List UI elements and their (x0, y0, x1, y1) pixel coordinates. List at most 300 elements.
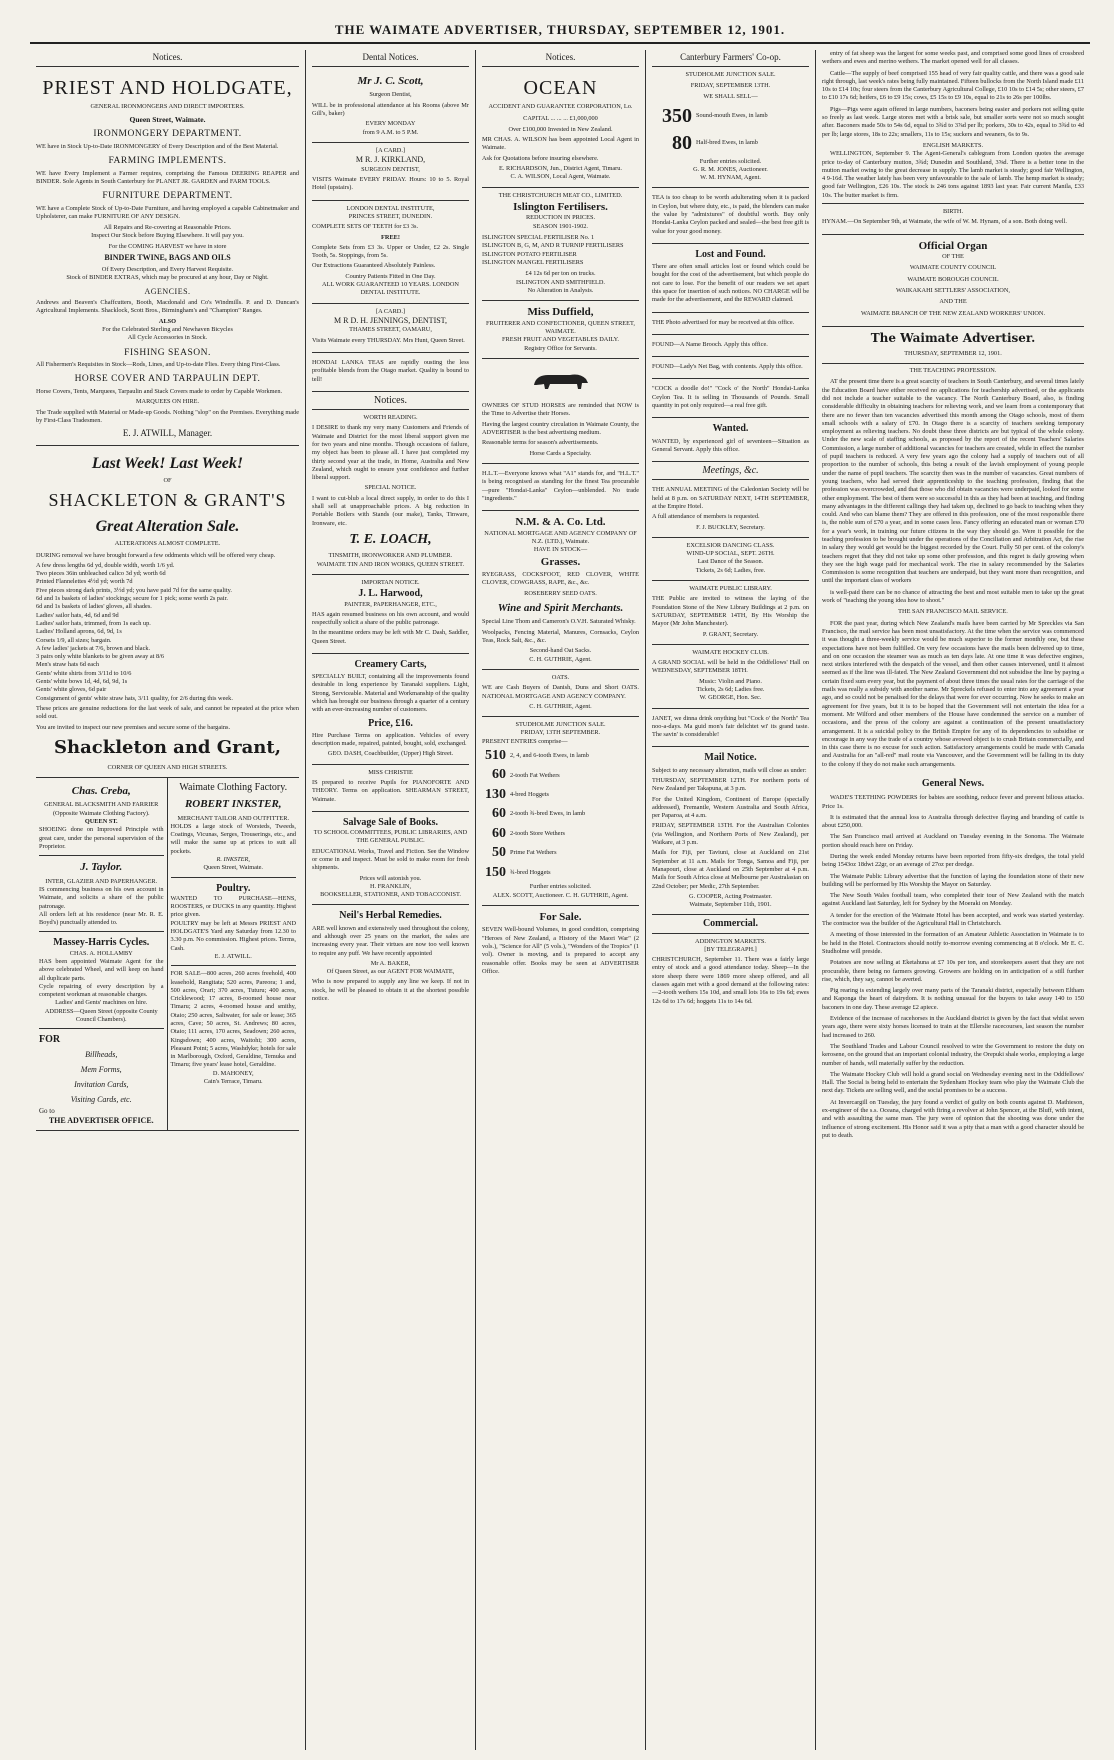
tea-ad-2 (652, 188, 809, 243)
news-item: During the week ended Monday returns have been reported from fifty-six dredges, the total yield being 1543oz 18dwt 22gr, or an average of 27oz per dredge. (822, 852, 1084, 869)
english-markets-text: WELLINGTON, September 9. The Agent-General's cablegram from London quotes the average price to-day of Canterbury mutton, 3¾d; Dunedin and Southland, 3⅝d. There is a better tone in the mutton market owing to the great decrease in supply. The lamb market is steady; good fair Wellington, 4 9-16d. The weather lately has been very unfavourable to the sale of lamb. The hemp market is steady; good fair Wellington, £26 10s. The stock is 246 tons against 1893 last year. Fair current Manila, £33 10s. The butter market is firm. (822, 150, 1084, 199)
also-label: ALSO (158, 317, 177, 325)
caledonian-text: THE ANNUAL MEETING of the Caledonian Society will be held at 8 p.m. on SATURDAY NEXT, 14TH SEPTEMBER, at the Empire Hotel. (652, 486, 809, 510)
scott-guthrie-sign: ALEX. SCOTT, Auctioneer. C. H. GUTHRIE, Agent. (492, 891, 629, 899)
price-text: Hire Purchase Terms on application. Vehicles of every description made, repaired, painted, bought, sold, exchanged. (312, 731, 469, 748)
firm-address: Queen Street, Waimate. (129, 114, 206, 124)
ldi-address: PRINCES STREET, DUNEDIN. (348, 212, 433, 220)
mail-notice (652, 747, 809, 915)
sale-item: Gents' white bows 1d, 4d, 6d, 9d, 1s (36, 678, 128, 686)
wilson-text: MR CHAS. A. WILSON has been appointed Local Agent in Waimate. (482, 136, 639, 152)
circulation-text: Having the largest country circulation in Waimate County, the ADVERTISER is the best advertising medium. (482, 420, 639, 437)
excelsior-ad (652, 538, 809, 581)
marquees-line: MARQUEES ON HIRE. (135, 398, 200, 406)
creba-name: Chas. Creba, (71, 784, 131, 797)
agencies-heading: AGENCIES. (144, 286, 191, 296)
fertiliser-price: £4 12s 6d per ton on trucks. (525, 270, 596, 278)
found-2: FOUND—Lady's Net Bag, with contents. Apply this office. (652, 363, 803, 371)
caledonian-ad (652, 480, 809, 537)
creamery-text: SPECIALLY BUILT, containing all the improvements found desirable in long experience by Taranaki suppliers. Light, Strong, Serviceable. Material and Workmanship of the quality which has brought our business through a quarter of a century with an ever-increasing number of customers. (312, 673, 469, 714)
analysis-line: No Alteration in Analysis. (527, 286, 594, 294)
sale-item: 6d and 1s baskets of ladies' stockings; secure for 1 pick; some worth 2s pair. (36, 595, 228, 603)
market-report-continued (822, 50, 1084, 200)
loach-ad (312, 410, 469, 575)
harwood-name: J. L. Harwood, (358, 588, 423, 600)
excelsior-tickets: Tickets, 2s 6d; Ladies, free. (695, 566, 766, 574)
masthead: THE WAIMATE ADVERTISER, THURSDAY, SEPTEMBER 12, 1901. (334, 22, 786, 37)
stock-description: Sound-mouth Ewes, in lamb (696, 111, 768, 119)
card-label: [A CARD.] (375, 146, 406, 154)
stock-description: 2, 4, and 6-tooth Ewes, in lamb (510, 752, 589, 760)
mahoney-sign: D. MAHONEY, (212, 1069, 254, 1077)
inkster-address: Queen Street, Waimate. (203, 864, 264, 872)
salvage-text: EDUCATIONAL Works, Travel and Fiction. See the Window or come in and inspect. Must be sold to make room for fresh shipments. (312, 847, 469, 872)
stock-description: 2-tooth Fat Wethers (510, 771, 560, 779)
neil-ad (312, 905, 469, 1010)
mail-text: Subject to any necessary alteration, mails will close as under: (652, 766, 807, 774)
sale-item: Gents' white gloves, 6d pair (36, 686, 107, 694)
cycle-accessories: All Cycle Accessories in Stock. (127, 334, 208, 342)
furniture-repairs: All Repairs and Re-covering at Reasonable Prices. (103, 223, 232, 231)
tea-text-2: TEA is too cheap to be worth adulterating when it is packed in Ceylon, but where duty, etc., is paid, the blenders can make the value by "admixtures" of doubtful worth. Buy only Hondai-Lanka Ceylon packed and sealed—the best free gift is value for your good money. (652, 194, 809, 235)
manager-signature: E. J. ATWILL, Manager. (122, 428, 213, 439)
firm-name: PRIEST AND HOLDGATE, (42, 76, 293, 99)
duffield-fresh: FRESH FRUIT AND VEGETABLES DAILY. (502, 336, 619, 344)
wanted-ad (652, 418, 809, 462)
bicycles-line: For the Celebrated Sterling and Newhaven Bicycles (102, 326, 233, 333)
county-council: WAIMATE COUNTY COUNCIL (909, 264, 997, 272)
stock-count: 60 (492, 825, 506, 841)
column-5 (816, 50, 1090, 1750)
kirkland-name: M R. J. KIRKLAND, (355, 155, 426, 165)
print-item: Invitation Cards, (74, 1079, 129, 1089)
news-item: Pig rearing is extending largely over many parts of the Taranaki district, especially between Eltham and Kaponga the heart of dairydom. It is nothing unusual for the buyers to take away 140 to 150 baconers in one day. These average £2 apiece. (822, 987, 1084, 1011)
ldi-sets: COMPLETE SETS OF TEETH for £3 3s. (312, 223, 419, 231)
franklin-ad (312, 812, 469, 906)
forsale-heading: For Sale. (539, 910, 582, 923)
sf-heading: THE SAN FRANCISCO MAIL SERVICE. (898, 608, 1008, 616)
news-item: The Waimate Public Library advertise that the function of laying the foundation stone of their new building will be performed by His Worship the Mayor on Saturday. (822, 872, 1084, 888)
last-dance: Last Dance of the Season. (697, 558, 764, 566)
christie-text: IS prepared to receive Pupils for PIANOFORTE AND THEORY. Terms on application. SHEARMAN STREET, Waimate. (312, 779, 469, 803)
inkster-sign: R. INKSTER, (216, 856, 250, 864)
harwood-sub: PAINTER, PAPERHANGER, ETC., (344, 600, 437, 608)
studholme-heading: STUDHOLME JUNCTION SALE. (515, 721, 606, 729)
hollamby-machines: Ladies' and Gents' machines on hire. (55, 999, 148, 1007)
section-header: Notices. (36, 50, 299, 67)
sale-item: Ladies' sailor hats, 4d, 6d and 9d (36, 611, 119, 619)
newspaper-columns (30, 50, 1090, 1750)
section-header: Canterbury Farmers' Co-op. (652, 50, 809, 67)
fertiliser-item: ISLINGTON MANGEL FERTILISERS (482, 258, 584, 266)
further-entries: Further entries solicited. (529, 883, 592, 891)
stock-description: Prime Fat Wethers (510, 849, 557, 857)
column-4 (646, 50, 816, 1750)
cock-text: "COCK a doodle do!" "Cock o' the North" Hondai-Lanka Ceylon Tea. It is selling in Thousands of Pounds. Small quantity in pot only required—a real free gift. (652, 385, 809, 410)
wine-heading: Wine and Spirit Merchants. (497, 601, 624, 614)
jennings-ad (312, 304, 469, 353)
found-brooch (652, 335, 809, 357)
stock-description: Half-bred Ewes, in lamb (696, 139, 758, 147)
scott-sub: Surgeon Dentist, (369, 91, 412, 99)
windup-line: WIND-UP SOCIAL, SEPT. 26TH. (686, 550, 775, 558)
dash-ad (312, 654, 469, 765)
tea-text: HONDAI LANKA TEAS are rapidly ousting the less profitable blends from the Otago market. Quality is bound to tell! (312, 359, 469, 383)
split-ads (36, 778, 299, 1131)
workers-union: WAIMATE BRANCH OF THE NEW ZEALAND WORKERS' UNION. (860, 309, 1046, 317)
stock-row (482, 825, 639, 843)
duffield-ad (482, 301, 639, 359)
taylor-name: J. Taylor. (80, 861, 123, 874)
grant-sign: P. GRANT, Secretary. (702, 630, 759, 638)
franklin-sub: BOOKSELLER, STATIONER, AND TOBACCONIST. (320, 891, 461, 899)
sg-corner: CORNER OF QUEEN AND HIGH STREETS. (107, 763, 228, 771)
islington-ad (482, 188, 639, 301)
sale-item: Consignment of gents' white straw hats, 3/11 quality, for 2/6 during this week. (36, 694, 233, 702)
duffield-registry: Registry Office for Servants. (524, 344, 597, 352)
inkster-sub: MERCHANT TAILOR AND OUTFITTER. (177, 814, 290, 822)
binder-sub: Of Every Description, and Every Harvest Requisite. (101, 265, 234, 273)
during-text: DURING removal we have brought forward a few oddments which will be offered very cheap. (36, 551, 276, 559)
photo-notice (652, 313, 809, 335)
season-line: SEASON 1901-1902. (533, 222, 588, 230)
sale-item: Two pieces 36in unbleached calico 3d yd; worth 6d (36, 570, 166, 578)
stud-text: OWNERS OF STUD HORSES are reminded that NOW is the Time to Advertise their Horses. (482, 402, 639, 418)
notices-header: Notices. (312, 392, 469, 410)
alterations-line: ALTERATIONS ALMOST COMPLETE. (114, 540, 221, 548)
column-3 (476, 50, 646, 1750)
farming-heading: FARMING IMPLEMENTS. (108, 156, 227, 167)
entries-line: PRESENT ENTRIES comprise— (482, 737, 568, 745)
stock-count: 350 (662, 104, 692, 127)
poultry-sign: E. J. ATWILL. (214, 952, 252, 960)
hockey-heading: WAIMATE HOCKEY CLUB. (692, 648, 769, 656)
scott-name: Mr J. C. Scott, (357, 74, 424, 87)
general-news-heading: General News. (921, 778, 985, 790)
baker-text-2: Who is now prepared to supply any line we keep. If not in stock, he will be pleased to obtain it at the shortest possible notice. (312, 978, 469, 1003)
news-item: The Southland Trades and Labour Council resolved to wire the Government to restore the duty on kerosene, on the ground that an important colonial industry, the Orepuki shale works, employing a large number of hands, will materially suffer by the reduction. (822, 1042, 1084, 1067)
lost-found-text: There are often small articles lost or found which could be bought for the cost of the advertisement, but which people do not care to lose. For the benefit of our readers we set apart this space for insertion of such notices. NO CHARGE will be made for the advertisement, and the REWARD claimed. (652, 263, 809, 304)
special-text: I want to cut-blub a local direct supply, in order to do this I shall sell at unapproachable prices. A big reduction in Portable Boilers with Stands (our make), Tanks, Tinware, Ironware, etc. (312, 494, 469, 527)
furniture-heading: FURNITURE DEPARTMENT. (102, 191, 233, 202)
sale-items-list (36, 562, 299, 703)
cfc-sale-ad (652, 67, 809, 189)
mail-4: Mails for Fiji, per Taviuni, close at Auckland on 21st September at 11 a.m. Mails for Tonga, Samoa and Fiji, per Manapouri, close at Auckland on 25th September at 4 p.m. Mails for South Africa close at Melbourne per Australasian on 22nd October; per Medic, 27th September. (652, 849, 809, 890)
comm-continued: entry of fat sheep was the largest for some weeks past, and comprised some good lines of crossbred wethers and ewes and merino wethers. The market opened well for all classes. (822, 50, 1084, 66)
taylor-sub: INTER, GLAZIER AND PAPERHANGER. (45, 877, 158, 885)
fertiliser-list (482, 234, 639, 267)
stock-description: 4-bred Hoggets (510, 791, 549, 798)
printing-list (39, 1047, 164, 1108)
ocean-ask: Ask for Quotations before insuring elsewhere. (482, 154, 599, 162)
ironmongery-text: WE have in Stock Up-to-Date IRONMONGERY of Every Description and of the Best Material. (36, 142, 279, 150)
hollamby-address: ADDRESS—Queen Street (opposite County Council Chambers). (44, 1007, 158, 1024)
hockey-tickets: Tickets, 2s 6d; Ladies free. (696, 685, 765, 693)
teaching-heading: THE TEACHING PROFESSION. (909, 367, 997, 375)
poultry-heading: Poultry. (216, 882, 251, 894)
goto-label: Go to (39, 1107, 55, 1116)
last-week-banner: Last Week! Last Week! (91, 455, 244, 473)
sale-item: Ladies' Holland aprons, 6d, 9d, 1s (36, 628, 122, 636)
scott-hours: from 9 A.M. to 5 P.M. (362, 128, 419, 136)
furniture-text: WE have a Complete Stock of Up-to-Date Furniture, and having employed a capable Cabinetmaker and Upholsterer, can make FURNITURE OF ANY DESIGN. (36, 204, 299, 221)
sg-sale-title: Great Alteration Sale. (95, 518, 240, 536)
secondhand-sacks: Second-hand Oat Sacks. (529, 647, 592, 655)
guthrie-sign-2: C. H. GUTHRIE, Agent. (529, 702, 592, 710)
loach-address: WAIMATE TIN AND IRON WORKS, QUEEN STREET. (316, 560, 465, 568)
inkster-text: HOLDS a large stock of Worsteds, Tweeds, Coatings, Vicunas, Serges, Trouserings, etc., and will make the same up at prices to suit all pockets. (170, 822, 296, 855)
books-forsale-ad (482, 906, 639, 983)
creamery-heading: Creamery Carts, (354, 658, 427, 670)
sale-item: Five pieces strong dark prints, 3½d yd; you have paid 7d for the same quality. (36, 586, 232, 594)
jennings-name: M R D. H. JENNINGS, DENTIST, (334, 315, 447, 325)
stock-row (652, 103, 809, 129)
stock-count: 150 (485, 864, 506, 880)
hynam-sign: W. M. HYNAM, Agent. (700, 174, 761, 182)
mail-2: For the United Kingdom, Continent of Europe (specially addressed), Fremantle, Western Australia and South Africa, per Paparoa, at 4 a.m. (652, 795, 809, 820)
creba-street: QUEEN ST. (84, 817, 118, 825)
kirkland-ad (312, 143, 469, 201)
stock-entries (482, 747, 639, 882)
commercial-header: Commercial. (652, 915, 809, 933)
hockey-text: A GRAND SOCIAL will be held in the Oddfellows' Hall on WEDNESDAY, SEPTEMBER 18TH. (652, 659, 809, 675)
sale-item: Printed Flannelettes 4½d yd; worth 7d (36, 578, 133, 586)
fertiliser-item: ISLINGTON POTATO FERTILISER (482, 250, 577, 258)
birth-heading: BIRTH. (942, 208, 964, 216)
massey-harris-heading: Massey-Harris Cycles. (53, 937, 150, 949)
invited-text: You are invited to inspect our new premises and secure some of the bargains. (36, 723, 231, 731)
news-item: The New South Wales football team, who completed their tour of New Zealand with the match against Auckland last Saturday, left for Sydney by the Moeraki on Monday. (822, 892, 1084, 908)
janet-ad (652, 709, 809, 748)
ldi-name: LONDON DENTAL INSTITUTE, (346, 204, 435, 212)
duffield-name: Miss Duffield, (527, 306, 594, 319)
mail-3: FRIDAY, SEPTEMBER 13TH. For the Australian Colonies (via Wellington, and Northern Ports of New Zealand), per Waikare, at 3 p.m. (652, 822, 809, 847)
horse-cards: Horse Cards a Specialty. (529, 449, 592, 457)
harwood-ad (312, 575, 469, 654)
kirkland-sub: SURGEON DENTIST, (361, 165, 420, 173)
pigs-text: Pigs—Pigs were again offered in large numbers, baconers being easier and porkers not selling quite so freely as last week. Large stores met with a brisk sale, but smaller sorts were not so much sought after. Baconers made 50s to 54s 6d, equal to 3¾d to 3⅞d per lb; porkers, 30s to 42s, equal to 3¾d to 4d per lb; large stores, 18s to 22s; smallers, 11s to 15s; suckers and weaners, 6s to 9s. (822, 105, 1084, 138)
ocean-sub: ACCIDENT AND GUARANTEE CORPORATION, Lo. (488, 103, 633, 111)
duffield-sub: FRUITERER AND CONFECTIONER, QUEEN STREET, WAIMATE. (486, 319, 635, 335)
jones-sign: G. R. M. JONES, Auctioneer. (693, 165, 768, 173)
card-label-2: [A CARD.] (375, 307, 406, 315)
agencies-text: Andrews and Beaven's Chaffcutters, Booth, Macdonald and Co's Windmills. P. and D. Duncan's Agricultural Implements. Shacklock, Scott Bros., Birmingham's and "Champion" Ranges. (36, 299, 299, 315)
important-heading: IMPORTAN NOTICE. (361, 579, 420, 587)
meat-co: THE CHRISTCHURCH MEAT CO., LIMITED. (498, 191, 623, 199)
print-item: Visiting Cards, etc. (70, 1095, 132, 1105)
editorial (822, 367, 1084, 1140)
section-header: Dental Notices. (312, 50, 469, 67)
baker-text: Of Queen Street, as our AGENT FOR WAIMATE, (326, 968, 455, 976)
print-item: Billheads, (85, 1049, 118, 1059)
fertiliser-item: ISLINGTON B, G, M, AND R TURNIP FERTILISERS (482, 242, 624, 250)
creba-sub: GENERAL BLACKSMITH AND FARRIER (44, 801, 159, 809)
hockey-ad (652, 645, 809, 709)
studholme-date: FRIDAY, 13TH SEPTEMBER. (520, 729, 601, 737)
islington-heading: Islington Fertilisers. (513, 200, 608, 213)
creba-text: SHOEING done on Improved Principle with great care, under the personal supervision of the Proprietor. (39, 826, 164, 850)
print-item: Mem Forms, (80, 1064, 122, 1074)
waikakahi-association: WAIKAKAHI SETTLERS' ASSOCIATION, (896, 287, 1010, 295)
sale-item: Men's straw hats 6d each (36, 661, 100, 669)
ocean-ad (482, 67, 639, 188)
loach-sub: TINSMITH, IRONWORKER AND PLUMBER. (328, 552, 453, 560)
news-item: It is estimated that the annual loss to Australia through defective flaying and branding of cattle is about £250,000. (822, 813, 1084, 830)
scott-ad (312, 67, 469, 143)
photo-text: THE Photo advertised for may be received at this office. (652, 318, 795, 326)
ldi-gas: Our Extractions Guaranteed Absolutely Painless. (312, 262, 436, 270)
dash-sign: GEO. DASH, Coachbuilder, (Upper) High Street. (327, 750, 454, 758)
roseberry-line: ROSEBERRY SEED OATS. (524, 589, 597, 597)
wanted-text: WANTED, by experienced girl of seventeen—Situation as General Servant. Apply this office. (652, 437, 809, 453)
sale-item: Corsets 1/9, all sizes; bargain. (36, 636, 112, 644)
hlt-text: H.L.T.—Everyone knows what "A1" stands for, and "H.L.T." is being recognised as standing for the finest Tea procurable—pure "Hondai-Lanka" Ceylon—unblended. No trade "ingredients." (482, 469, 639, 502)
hollamby-name: CHAS. A. HOLLAMBY (69, 949, 133, 957)
sale-item: Gents' white shirts from 3/11d to 10/6 (36, 669, 132, 677)
land-forsale-text: FOR SALE—800 acres, 260 acres freehold, 400 leasehold, Rangitata; 520 acres, Pareora; 1 and, 500 acres, Orari; 370 acres, Tuturu; 400 acres, Cricklewood; 17 acres, 8-roomed house near Timaru; 2 acres, 4-roomed house and smithy, Otaio; 250 acres, Saltwater, for sale or lease; 365 acres, Cave; 50 acres, St. Andrews; 80 acres, Otaio; 111 acres, 170 acres, Seadown; 260 acres, Kingsdown; 400 acres, Waitohi; 300 acres, Pleasant Point; 5 acres, Washdyke; hotels for sale in Marlborough, Oxford, Geraldine, Temuka and Timaru; five years' lease hotel, Geraldine. (170, 970, 296, 1069)
mail-heading: Mail Notice. (704, 752, 757, 764)
ldi-country: Country Patients Fitted in One Day. (345, 272, 436, 280)
firm-sub: GENERAL IRONMONGERS AND DIRECT IMPORTERS. (90, 103, 245, 111)
paper-title-box (822, 327, 1084, 364)
telegraph-label: [BY TELEGRAPH.] (704, 945, 757, 953)
ldi-free-text: Complete Sets from £3 3s. Upper or Under, £2 2s. Single Tooth, 5s. Stoppings, from 5s. (312, 243, 469, 260)
nma-sub: NATIONAL MORTGAGE AND AGENCY COMPANY OF N.Z. (LTD.), Waimate. (484, 529, 637, 545)
and-the-label: AND THE (939, 298, 967, 306)
lost-found-ad (652, 244, 809, 313)
have-in-stock: HAVE IN STOCK— (533, 546, 588, 554)
oats-text: WE are Cash Buyers of Danish, Duns and Short OATS. NATIONAL MORTGAGE AND AGENCY COMPANY. (482, 684, 639, 700)
hockey-music: Music: Violin and Piano. (699, 677, 762, 685)
library-text: THE Public are invited to witness the laying of the Foundation Stone of the New Library Buildings at 2 p.m. on SATURDAY, SEPTEMBER 14TH, By His Worship the Mayor (Mr John Manchester). (652, 595, 809, 628)
found-bag (652, 357, 809, 379)
stock-row (652, 130, 809, 156)
stud-horse-ad (482, 359, 639, 464)
wilson-sign: C. A. WILSON, Local Agent, Waimate. (510, 173, 611, 181)
franklin-name: H. FRANKLIN, (369, 882, 412, 890)
cfc-sale-heading: STUDHOLME JUNCTION SALE. (685, 70, 776, 78)
news-item: Potatoes are now selling at Eketahuna at £7 10s per ton, and storekeepers assert that they are not procurable, there being no farmers growing. Growers are holding on in anticipation of a still further rise, which, they say, cannot be averted. (822, 959, 1084, 983)
baker-name: Mr A. BAKER, (370, 959, 411, 967)
official-organ-box (822, 235, 1084, 327)
library-heading: WAIMATE PUBLIC LIBRARY. (689, 585, 772, 593)
woolpacks-text: Woolpacks, Fencing Material, Manures, Cornsacks, Ceylon Teas, Rock Salt, &c., &c. (482, 628, 639, 645)
ocean-capital: CAPITAL ... ... ... £1,000,000 (523, 114, 598, 122)
stock-row (482, 844, 639, 862)
scott-text: WILL be in professional attendance at his Rooms (above Mr Gill's, baker) (312, 101, 469, 117)
english-markets-heading: ENGLISH MARKETS. (922, 141, 984, 149)
tea-ad (312, 353, 469, 392)
shackleton-grant-ad (36, 446, 299, 778)
found-1: FOUND—A Name Brooch. Apply this office. (652, 340, 768, 348)
news-item: A meeting of those interested in the formation of an Amateur Athletic Association in Waimate is to be held in the Hotel. Contractors should notify to-morrow evening commencing at 8 o'clock. Mr E. C. Studholme will preside. (822, 931, 1084, 955)
birth-notice (822, 203, 1084, 235)
news-item: The Waimate Hockey Club will hold a grand social on Wednesday evening next in the Oddfellows' Hall. The Social is being held to entertain the Sydenham Hockey team who play the Waimate Club the next day. Tickets are selling well, and the social promises to be a success. (822, 1070, 1084, 1095)
reasonable-text: Reasonable terms for season's advertisements. (482, 439, 599, 447)
sg-signature: Shackleton and Grant, (54, 736, 281, 758)
sale-item: 6d and 1s baskets of ladies' gloves, all shades. (36, 603, 152, 611)
lost-found-heading: Lost and Found. (695, 248, 766, 260)
furniture-inspect: Inspect Our Stock before Buying Elsewhere. It will pay you. (91, 231, 244, 239)
wanted-heading: Wanted. (712, 423, 749, 435)
special-heading: SPECIAL NOTICE. (364, 484, 417, 492)
paper-title: The Waimate Advertiser. (870, 330, 1036, 345)
stock-row (482, 747, 639, 765)
stock-row (482, 805, 639, 823)
clothing-factory-heading: Waimate Clothing Factory. (179, 781, 288, 793)
books-text: SEVEN Well-bound Volumes, in good condition, comprising "Heroes of New Zealand, a History of the Maori War" (2 vols.), "Science for All" (5 vols.), "Wonders of the Tropics" (1 vol). Owner is moving, and is prepared to accept any reasonable offer. Books may be seen at ADVERTISER Office. (482, 926, 639, 975)
of-the-label: OF THE (942, 253, 964, 261)
mahoney-address: Cain's Terrace, Timaru. (203, 1078, 263, 1086)
excelsior-heading: EXCELSIOR DANCING CLASS. (686, 541, 775, 549)
cfc-sale-date: FRIDAY, SEPTEMBER 13TH. (690, 82, 771, 90)
george-sign: W. GEORGE, Hon. Sec. (699, 694, 762, 702)
mail-1: THURSDAY, SEPTEMBER 12TH. For northern ports of New Zealand per Takapuna, at 3 p.m. (652, 776, 809, 793)
grasses-text: RYEGRASS, COCKSFOOT, RED CLOVER, WHITE CLOVER, COWGRASS, RAPE, &c., &c. (482, 571, 639, 587)
creba-opp: (Opposite Waimate Clothing Factory). (52, 809, 150, 817)
for-label: FOR (39, 1034, 61, 1046)
harvest-line: For the COMING HARVEST we have in store (108, 243, 227, 251)
stock-description: 2-tooth ¾-bred Ewes, in lamb (510, 810, 586, 818)
harwood-text-2: In the meantime orders may be left with Mr C. Dash, Saddler, Queen Street. (312, 629, 469, 645)
buckley-sign: F. J. BUCKLEY, Secretary. (696, 523, 765, 531)
sale-item: A few dress lengths 6d yd, double width, worth 1/6 yd. (36, 561, 175, 569)
ldi-guarantee: ALL WORK GUARANTEED 10 YEARS. LONDON DENTAL INSTITUTE. (322, 280, 459, 297)
addington-report (652, 934, 809, 1013)
cfc-sell: WE SHALL SELL— (703, 93, 758, 101)
horse-illustration (526, 367, 596, 393)
sale-item: 3 pairs only white blankets to be given away at 8/6 (36, 653, 165, 661)
grasses-heading: Grasses. (540, 555, 581, 568)
studholme-sale-ad (482, 717, 639, 906)
sg-heading: SHACKLETON & GRANT'S (48, 490, 287, 511)
stock-description: ¾-bred Hoggets (510, 868, 551, 876)
teaching-text-2: is well-paid there can be no chance of attracting the best and most suitable men to take up the great work of "teaching the young idea how to shoot." (822, 588, 1084, 605)
horse-cover-text: Horse Covers, Tents, Marquees, Tarpaulin and Stack Covers made to order by Capable Workmen. (36, 387, 283, 395)
ldi-ad (312, 201, 469, 304)
ocean-name: OCEAN (523, 76, 598, 99)
salvage-to: TO SCHOOL COMMITTEES, PUBLIC LIBRARIES, AND THE GENERAL PUBLIC. (313, 829, 468, 845)
horse-cover-heading: HORSE COVER AND TARPAULIN DEPT. (74, 374, 261, 385)
taylor-orders: All orders left at his residence (near Mr. R. E. Boyd's) punctually attended to. (39, 910, 164, 927)
wine-text: Special Line Thom and Cameron's O.V.H. Saturated Whisky. (482, 618, 636, 626)
farming-text: WE have Every Implement a Farmer requires, comprising the Famous DEERING REAPER and BINDER. Sole Agents in South Canterbury for PLANET JR. GARDEN and FARM TOOLS. (36, 169, 299, 186)
stock-count: 50 (492, 845, 506, 861)
stock-row (482, 766, 639, 784)
guthrie-sign: C. H. GUTHRIE, Agent. (529, 655, 592, 663)
fishing-heading: FISHING SEASON. (124, 347, 211, 358)
harwood-text: HAS again resumed business on his own account, and would respectfully solicit a share of the public patronage. (312, 610, 469, 627)
addington-heading: ADDINGTON MARKETS. (695, 937, 766, 945)
christie-ad (312, 765, 469, 812)
neil-text: ARE well known and extensively used throughout the colony, and although over 25 years on the market, the sales are increasing every year. Their virtues are now too well known to require any puff. We have recently appointed (312, 924, 469, 957)
stock-count: 60 (492, 767, 506, 783)
worth-text: I DESIRE to thank my very many Customers and Friends of Waimate and District for the most liberal support given me for two years and nine months. Though occasions of failure, my object has been to please all. I have just completed my thirty second year at the trade, in Home, Australia and New Zealand, which ought to ensure your confidence and further liberal support. (312, 424, 469, 482)
meetings-header: Meetings, &c. (652, 462, 809, 480)
poultry-text-2: POULTRY may be left at Messrs PRIEST AND HOLDGATE'S Yard any Saturday from 12.30 to 3.30 p.m. No commission. Highest prices. Terms, Cash. (170, 919, 296, 952)
official-organ-heading: Official Organ (918, 239, 988, 252)
split-left (36, 778, 168, 1130)
jennings-text: Visits Waimate every THURSDAY. Mrs Hunt, Queen Street. (312, 336, 465, 344)
commercial-text: CHRISTCHURCH, September 11. There was a fairly large entry of stock and a good attendance today. Sheep—In the store sheep there were 1869 more sheep offered, and all classes again met with a good demand at the following rates:—2-tooth wethers 15s 10d, and small lots 16s to 19s 6d; ewes 12s 6d to 17s 6d; hoggets 11s to 14s 6d. (652, 956, 809, 1005)
stock-description: 2-tooth Store Wethers (510, 829, 565, 837)
attendance-text: A full attendance of members is requested. (652, 513, 760, 521)
worth-heading: WORTH READING. (363, 414, 418, 422)
mail-date: Waimate, September 11th, 1901. (689, 901, 772, 909)
news-item: The San Francisco mail arrived at Auckland on Tuesday evening in the Sonoma. The Waimate portion should reach here on Friday. (822, 833, 1084, 849)
paper-date: THURSDAY, SEPTEMBER 12, 1901. (904, 349, 1002, 357)
janet-text: JANET, we dinna drink onything but "Cock o' the North" Tea noo-a-days. Ma guid mon's fair delichtet wi' its grand taste. The savin' is considerable! (652, 714, 809, 739)
